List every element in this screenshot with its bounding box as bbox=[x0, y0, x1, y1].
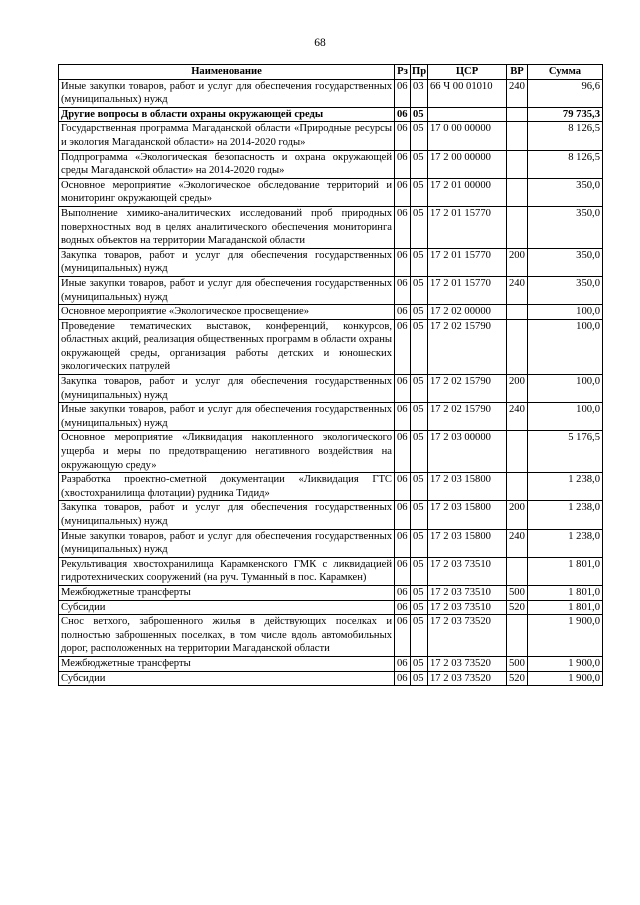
table-row bbox=[59, 305, 603, 320]
table-row bbox=[59, 319, 603, 374]
cell-rz: 06 bbox=[395, 403, 411, 431]
header-vr: ВР bbox=[507, 65, 528, 80]
cell-vr bbox=[507, 557, 528, 585]
cell-vr: 200 bbox=[507, 501, 528, 529]
table-row bbox=[59, 473, 603, 501]
cell-csr: 17 2 01 15770 bbox=[428, 206, 507, 248]
cell-pr: 05 bbox=[411, 305, 428, 320]
cell-name: Межбюджетные трансферты bbox=[59, 585, 395, 600]
table-row bbox=[59, 671, 603, 686]
cell-pr: 05 bbox=[411, 656, 428, 671]
header-pr: Пр bbox=[411, 65, 428, 80]
cell-sum: 350,0 bbox=[528, 206, 603, 248]
budget-table bbox=[58, 64, 603, 686]
cell-rz: 06 bbox=[395, 501, 411, 529]
cell-csr: 17 2 02 15790 bbox=[428, 403, 507, 431]
cell-name: Выполнение химико-аналитических исследований проб природных поверхностных вод в целях аналитического обеспечения мониторинга водных объектов на территории Магаданской области bbox=[59, 206, 395, 248]
table-row bbox=[59, 431, 603, 473]
cell-csr: 17 2 03 73520 bbox=[428, 671, 507, 686]
table-row bbox=[59, 656, 603, 671]
cell-csr: 17 2 01 15770 bbox=[428, 248, 507, 276]
cell-vr bbox=[507, 150, 528, 178]
cell-rz: 06 bbox=[395, 276, 411, 304]
cell-vr: 240 bbox=[507, 276, 528, 304]
cell-csr: 17 2 03 15800 bbox=[428, 501, 507, 529]
cell-sum: 5 176,5 bbox=[528, 431, 603, 473]
cell-name: Основное мероприятие «Ликвидация накопленного экологического ущерба и меры по предотвращению негативного воздействия на окружающую среду» bbox=[59, 431, 395, 473]
cell-csr: 17 2 03 73510 bbox=[428, 600, 507, 615]
table-row bbox=[59, 501, 603, 529]
cell-pr: 05 bbox=[411, 107, 428, 122]
cell-rz: 06 bbox=[395, 671, 411, 686]
table-row bbox=[59, 107, 603, 122]
cell-sum: 350,0 bbox=[528, 276, 603, 304]
table-row bbox=[59, 206, 603, 248]
cell-name: Иные закупки товаров, работ и услуг для обеспечения государственных (муниципальных) нужд bbox=[59, 276, 395, 304]
cell-vr: 240 bbox=[507, 403, 528, 431]
cell-name: Подпрограмма «Экологическая безопасность и охрана окружающей среды Магаданской области» на 2014-2020 годы» bbox=[59, 150, 395, 178]
cell-name: Закупка товаров, работ и услуг для обеспечения государственных (муниципальных) нужд bbox=[59, 375, 395, 403]
page-number: 68 bbox=[314, 37, 326, 49]
cell-rz: 06 bbox=[395, 150, 411, 178]
table-row bbox=[59, 585, 603, 600]
cell-sum: 1 900,0 bbox=[528, 671, 603, 686]
cell-csr: 17 2 03 15800 bbox=[428, 473, 507, 501]
cell-csr bbox=[428, 107, 507, 122]
cell-vr bbox=[507, 178, 528, 206]
cell-vr: 500 bbox=[507, 585, 528, 600]
cell-sum: 1 900,0 bbox=[528, 656, 603, 671]
cell-sum: 1 238,0 bbox=[528, 473, 603, 501]
cell-rz: 06 bbox=[395, 305, 411, 320]
cell-csr: 17 2 03 00000 bbox=[428, 431, 507, 473]
cell-pr: 05 bbox=[411, 276, 428, 304]
table-body bbox=[59, 79, 603, 686]
table-row bbox=[59, 178, 603, 206]
table-header-row bbox=[59, 65, 603, 80]
table-row bbox=[59, 403, 603, 431]
cell-pr: 05 bbox=[411, 122, 428, 150]
cell-vr bbox=[507, 206, 528, 248]
cell-pr: 05 bbox=[411, 600, 428, 615]
cell-rz: 06 bbox=[395, 107, 411, 122]
cell-csr: 17 2 03 73510 bbox=[428, 585, 507, 600]
cell-csr: 66 Ч 00 01010 bbox=[428, 79, 507, 107]
table-row bbox=[59, 122, 603, 150]
cell-pr: 03 bbox=[411, 79, 428, 107]
cell-name: Разработка проектно-сметной документации «Ликвидация ГТС (хвостохранилища флотации) рудника Тидид» bbox=[59, 473, 395, 501]
cell-sum: 1 801,0 bbox=[528, 600, 603, 615]
cell-rz: 06 bbox=[395, 122, 411, 150]
cell-rz: 06 bbox=[395, 473, 411, 501]
cell-vr bbox=[507, 431, 528, 473]
cell-vr bbox=[507, 107, 528, 122]
cell-name: Иные закупки товаров, работ и услуг для обеспечения государственных (муниципальных) нужд bbox=[59, 403, 395, 431]
table-row bbox=[59, 276, 603, 304]
cell-sum: 79 735,3 bbox=[528, 107, 603, 122]
header-name: Наименование bbox=[59, 65, 395, 80]
table-row bbox=[59, 557, 603, 585]
cell-csr: 17 2 02 15790 bbox=[428, 319, 507, 374]
header-rz: Рз bbox=[395, 65, 411, 80]
cell-pr: 05 bbox=[411, 319, 428, 374]
cell-name: Рекультивация хвостохранилища Карамкенского ГМК с ликвидацией гидротехнических сооружений (на руч. Туманный в пос. Карамкен) bbox=[59, 557, 395, 585]
cell-name: Другие вопросы в области охраны окружающей среды bbox=[59, 107, 395, 122]
cell-name: Субсидии bbox=[59, 671, 395, 686]
cell-vr: 240 bbox=[507, 79, 528, 107]
cell-vr: 520 bbox=[507, 600, 528, 615]
table-row bbox=[59, 375, 603, 403]
header-csr: ЦСР bbox=[428, 65, 507, 80]
cell-csr: 17 2 03 73520 bbox=[428, 656, 507, 671]
cell-csr: 17 2 00 00000 bbox=[428, 150, 507, 178]
cell-vr: 200 bbox=[507, 248, 528, 276]
table-row bbox=[59, 529, 603, 557]
cell-csr: 17 2 01 00000 bbox=[428, 178, 507, 206]
cell-pr: 05 bbox=[411, 206, 428, 248]
table-row bbox=[59, 615, 603, 657]
cell-pr: 05 bbox=[411, 178, 428, 206]
cell-vr bbox=[507, 473, 528, 501]
cell-vr: 520 bbox=[507, 671, 528, 686]
cell-sum: 100,0 bbox=[528, 375, 603, 403]
cell-name: Иные закупки товаров, работ и услуг для обеспечения государственных (муниципальных) нужд bbox=[59, 529, 395, 557]
cell-name: Закупка товаров, работ и услуг для обеспечения государственных (муниципальных) нужд bbox=[59, 248, 395, 276]
cell-name: Иные закупки товаров, работ и услуг для обеспечения государственных (муниципальных) нужд bbox=[59, 79, 395, 107]
cell-rz: 06 bbox=[395, 656, 411, 671]
cell-pr: 05 bbox=[411, 473, 428, 501]
cell-name: Межбюджетные трансферты bbox=[59, 656, 395, 671]
cell-sum: 96,6 bbox=[528, 79, 603, 107]
cell-sum: 100,0 bbox=[528, 305, 603, 320]
cell-vr bbox=[507, 615, 528, 657]
cell-sum: 1 801,0 bbox=[528, 585, 603, 600]
cell-rz: 06 bbox=[395, 178, 411, 206]
cell-vr: 500 bbox=[507, 656, 528, 671]
cell-rz: 06 bbox=[395, 431, 411, 473]
cell-vr bbox=[507, 305, 528, 320]
cell-rz: 06 bbox=[395, 529, 411, 557]
cell-name: Снос ветхого, заброшенного жилья в действующих поселках и полностью заброшенных поселках, в том числе вдоль автомобильных дорог, расположенных на территории Магаданской области bbox=[59, 615, 395, 657]
cell-pr: 05 bbox=[411, 501, 428, 529]
cell-pr: 05 bbox=[411, 150, 428, 178]
cell-rz: 06 bbox=[395, 248, 411, 276]
cell-pr: 05 bbox=[411, 403, 428, 431]
cell-sum: 1 801,0 bbox=[528, 557, 603, 585]
cell-csr: 17 2 03 15800 bbox=[428, 529, 507, 557]
cell-sum: 8 126,5 bbox=[528, 122, 603, 150]
cell-csr: 17 2 02 15790 bbox=[428, 375, 507, 403]
cell-name: Проведение тематических выставок, конференций, конкурсов, областных акций, реализация общественных программ в области охраны окружающей среды, организация работы детских и юношеских экологических патрулей bbox=[59, 319, 395, 374]
cell-rz: 06 bbox=[395, 600, 411, 615]
cell-rz: 06 bbox=[395, 585, 411, 600]
cell-pr: 05 bbox=[411, 615, 428, 657]
cell-csr: 17 2 03 73520 bbox=[428, 615, 507, 657]
cell-sum: 1 238,0 bbox=[528, 501, 603, 529]
cell-name: Государственная программа Магаданской области «Природные ресурсы и экология Магаданской области» на 2014-2020 годы» bbox=[59, 122, 395, 150]
cell-sum: 8 126,5 bbox=[528, 150, 603, 178]
cell-pr: 05 bbox=[411, 557, 428, 585]
header-sum: Сумма bbox=[528, 65, 603, 80]
cell-rz: 06 bbox=[395, 79, 411, 107]
cell-sum: 100,0 bbox=[528, 403, 603, 431]
cell-name: Закупка товаров, работ и услуг для обеспечения государственных (муниципальных) нужд bbox=[59, 501, 395, 529]
cell-pr: 05 bbox=[411, 671, 428, 686]
table-row bbox=[59, 150, 603, 178]
cell-pr: 05 bbox=[411, 431, 428, 473]
table-row bbox=[59, 248, 603, 276]
cell-sum: 1 238,0 bbox=[528, 529, 603, 557]
cell-vr bbox=[507, 122, 528, 150]
cell-vr: 240 bbox=[507, 529, 528, 557]
cell-name: Основное мероприятие «Экологическое просвещение» bbox=[59, 305, 395, 320]
cell-pr: 05 bbox=[411, 248, 428, 276]
cell-name: Основное мероприятие «Экологическое обследование территорий и мониторинг окружающей среды» bbox=[59, 178, 395, 206]
table-row bbox=[59, 600, 603, 615]
cell-pr: 05 bbox=[411, 529, 428, 557]
cell-pr: 05 bbox=[411, 585, 428, 600]
table-row bbox=[59, 79, 603, 107]
cell-csr: 17 2 03 73510 bbox=[428, 557, 507, 585]
cell-vr bbox=[507, 319, 528, 374]
cell-sum: 350,0 bbox=[528, 178, 603, 206]
cell-rz: 06 bbox=[395, 206, 411, 248]
cell-name: Субсидии bbox=[59, 600, 395, 615]
cell-sum: 1 900,0 bbox=[528, 615, 603, 657]
cell-sum: 350,0 bbox=[528, 248, 603, 276]
cell-csr: 17 2 01 15770 bbox=[428, 276, 507, 304]
cell-csr: 17 2 02 00000 bbox=[428, 305, 507, 320]
cell-csr: 17 0 00 00000 bbox=[428, 122, 507, 150]
cell-sum: 100,0 bbox=[528, 319, 603, 374]
cell-rz: 06 bbox=[395, 557, 411, 585]
cell-rz: 06 bbox=[395, 375, 411, 403]
cell-rz: 06 bbox=[395, 615, 411, 657]
cell-pr: 05 bbox=[411, 375, 428, 403]
cell-rz: 06 bbox=[395, 319, 411, 374]
cell-vr: 200 bbox=[507, 375, 528, 403]
